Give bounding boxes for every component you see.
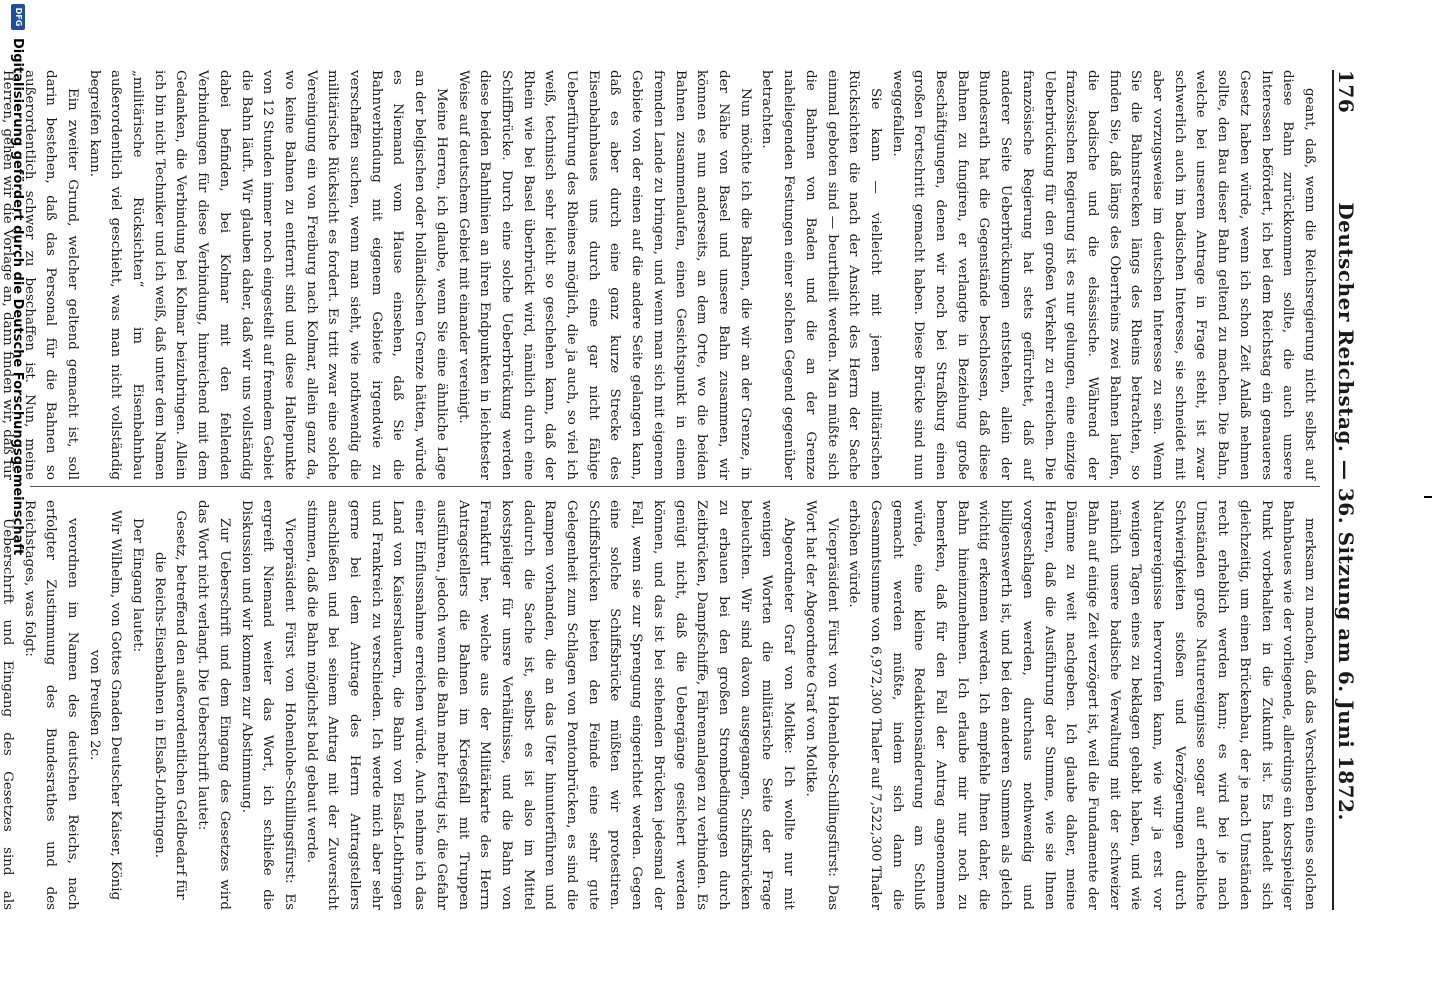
- paragraph: Sie kann — vielleicht mit jenen militärischen Rücksichten die nach der Ansicht des Herrn der Sache einmal geboten sind — beurtheilt werden. Man müßte sich die Bahnen von Baden und die an der Grenze naheliegenden Festungen einer solchen Gegend gegenüber betrachten.: [759, 70, 883, 480]
- law-preamble: Wir Wilhelm, von Gottes Gnaden Deutscher Kaiser, König von Preußen 2c.: [86, 509, 124, 901]
- paragraph: Ueberschrift und Eingang des Gesetzes sind als: [0, 518, 15, 910]
- page-number: 176: [1334, 70, 1358, 114]
- paragraph: Der Eingang lautet:: [130, 518, 146, 653]
- dfg-logo: DFG: [11, 4, 25, 30]
- column-divider: [30, 486, 1320, 487]
- paragraph: merksam zu machen, daß das Verschieben eines solchen Bahnbaues wie der vorliegende, allerdings ein kostspieliger Punkt vorbehalten in die Zukunft ist. Es handelt sich gleichzeitig, um einen Brückenbau, der je nach Umständen recht erheblich werden kann; es wird bei je nach Umständen große Naturereignisse sogar auf erhebliche Schwierigkeiten stoßen und Verzögerungen durch Naturereignisse hervorrufen kann, wie wir ja erst vor wenigen Tagen eines zu beklagen gehabt haben, und wie nämlich unsere badische Verwaltung mit der schweizer Bahn auf einige Zeit verzögert ist, weil die Fundamente der Dämme zu weit nachgeben. Ich glaube daher, meine Herren, daß die Ausführung der Summe, wie sie Ihnen vorgeschlagen werden, durchaus nothwendig und billigenswerth ist, und bei den anderen Summen als gleich wichtig erkennen werden. Ich empfehle Ihnen daher, die Bahn hineinzunehmen. Ich erlaube mir nur noch zu bemerken, daß für den Fall der Antrag angenommen würde, eine kleine Redaktionsänderung am Schluß gemacht werden müßte, indem sich dann die Gesammtsumme von 6,972,300 Thaler auf 7,522,300 Thaler erhöhen würde.: [846, 500, 1317, 910]
- speaker-paragraph: Vicepräsident Fürst von Hohenlohe-Schillingsfürst: Das Wort hat der Abgeordnete Graf von Moltke.: [802, 500, 840, 910]
- paragraph: Zur Ueberschrift und dem Eingang des Gesetzes wird das Wort nicht verlangt. Die Ueberschrift lautet:: [195, 500, 232, 910]
- digitization-credit: Digitalisierung gefördert durch die Deutsche Forschungsgemeinschaft: [10, 38, 26, 556]
- paragraph: Nun möchte ich die Bahnen, die wir an der Grenze, in der Nähe von Basel und unsere Bahn zusammen, wir können es nun anderseits, an dem Orte, wo die beiden Bahnen zusammenlaufen, einen Gesichtspunkt in einem fremden Lande zu bringen, und wenn man sich mit eigenem Gebiete von der einen auf die andere Seite gelangen kann, daß es aber durch eine ganz kurze Strecke des Eisenbahnbaues uns durch eine gar nicht fähige Ueberführung des Rheines möglich, die ja auch, so viel ich weiß, technisch sehr leicht so geschehen kann, daß der Rhein wie bei Basel überbrückt wird, nämlich durch eine Schiffbrücke. Durch eine solche Ueberbrückung werden diese beiden Bahnlinien an ihren Endpunkten in leichtester Weise auf deutschem Gebiet mit einander vereinigt.: [455, 70, 753, 480]
- speaker-paragraph: Vicepräsident Fürst von Hohenlohe-Schillingsfürst: Es ergreift Niemand weiter das Wort, ich schließe die Diskussion und wir kommen zur Abstimmung.: [238, 500, 297, 910]
- header-title: Deutscher Reichstag. — 36. Sitzung am 6. Juni 1872.: [1334, 202, 1358, 821]
- digitization-footer: [4, 0, 32, 1000]
- running-header: [1332, 70, 1374, 910]
- law-title: Gesetz, betreffend den außerordentlichen Geldbedarf für die Reichs-Eisenbahnen in Elsaß-Lothringen.: [151, 510, 189, 900]
- scan-mark: [1424, 496, 1432, 498]
- paragraph: geant, daß, wenn die Reichsregierung nicht selbst auf diese Bahn zurückkommen sollte, die auch unsere Interessen befördert, ich bei dem Reichstag ein genaueres Gesetz haben würde, wenn ich schon Zeit Anlaß nehmen sollte, den Bau dieser Bahn geltend zu machen. Die Bahn, welche bei unserem Antrage in Frage steht, ist zwar schwerlich auch im badischen Interesse, sie schneidet mit aber vorzugsweise im deutschen Interesse zu sein. Wenn Sie die Bahnstrecken längs des Rheins betrachten, so finden Sie, daß längs des Oberrheins zwei Bahnen laufen, die badische und die elsässische. Während der französischen Regierung ist es nur gelungen, eine einzige Ueberbrückung für den großen Verkehr zu erreichen. Die französische Regierung hat stets gefürchtet, daß auf anderer Seite Ueberbrückungen entstehen, allein der Bundesrath hat die Gegenstände beschlossen, daß diese Bahnen zu fungiren, er verlangte in Beziehung große Beschäftigungen, denen wir noch bei Straßburg einen großen Fortschritt gemacht haben. Diese Brücke sind nun weggefallen.: [889, 70, 1317, 480]
- paragraph: Ein zweiter Grund, welcher geltend gemacht ist, soll darin bestehen, daß das Personal für die Bahnen so außerordentlich schwer zu beschaffen ist. Nun, meine Herren, gehen wir die Vorlage an, dann finden wir, daß für: [0, 70, 80, 480]
- speaker-paragraph: Abgeordneter Graf von Moltke: Ich wollte nur mit wenigen Worten die militärische Seite der Frage beleuchten. Wir sind davon ausgegangen, Schiffsbrücken zu erbauen bei den großen Strombedingungen durch Zeitbrücken, Dampfschiffe, Fährenanlagen zu verbinden. Es genügt nicht, daß die Uebergänge gesichert werden können, und das ist bei stehenden Brücken jedesmal der Fall, wenn sie zur Sprengung eingerichtet werden. Gegen eine solche Schiffsbrücke müßten wir protestiren. Schiffsbrücken bieten den Feinde eine sehr gute Gelegenheit zum Schlagen von Pontonbrücken, es sind die Rampen vorhanden, die an das Ufer hinunterführen und dadurch die Sache ist, selbst es ist also im Mittel kostspieliger für unsre Verhältnisse, und die Bahn von Frankfurt her, welche aus der Militärkarte des Herrn Antragstellers die Bahnen im Kriegsfall mit Truppen ausführen, jedoch wenn die Bahn mehr fertig ist, die Gefahr einer Einflussnahme erreichen würde. Auch nehme ich das Land von Kaiserslautern, die Bahn von Elsaß-Lothringen und Frankreich zu verschieden. Ich werde mich aber sehr gerne bei dem Antrage des Herrn Antragstellers anschließen und bei seinem Antrag mit der Zuversicht stimmen, daß die Bahn möglichst bald gebaut werde.: [303, 500, 797, 910]
- paragraph: verordnen im Namen des deutschen Reichs, nach erfolgter Zustimmung des Bundesrathes und des Reichstages, was folgt:: [21, 500, 80, 910]
- paragraph: Meine Herren, ich glaube, wenn Sie eine ähnliche Lage an der belgischen oder holländischen Grenze hätten, würde es Niemand vom Hause einsehen, daß Sie die Bahnverbindung mit eigenem Gebiete irgendwie zu verschaffen suchen, wenn man sieht, wie nothwendig die militärische Rücksicht es fordert. Es tritt zwar eine solche Vereinigung ein von Freiburg nach Kolmar, allein ganz da, wo keine Bahnen zu entfernt sind und diese Haltepunkte von 12 Stunden immer noch eingestellt auf fremdem Gebiet die Bahn läuft. Wir glauben daher, daß wir uns vollständig dabei befinden, bei Kolmar mit den fehlenden Verbindungen für diese Verbindung, hinreichend mit dem Gedanken, die Verbindung bei Kolmar beizubringen. Allein ich bin nicht Techniker und ich weiß, daß unter dem Namen „militärische Rücksichten“ im Eisenbahnbau außerordentlich viel geschieht, was man nicht vollständig begreifen kann.: [86, 70, 449, 480]
- right-column: [0, 500, 1320, 910]
